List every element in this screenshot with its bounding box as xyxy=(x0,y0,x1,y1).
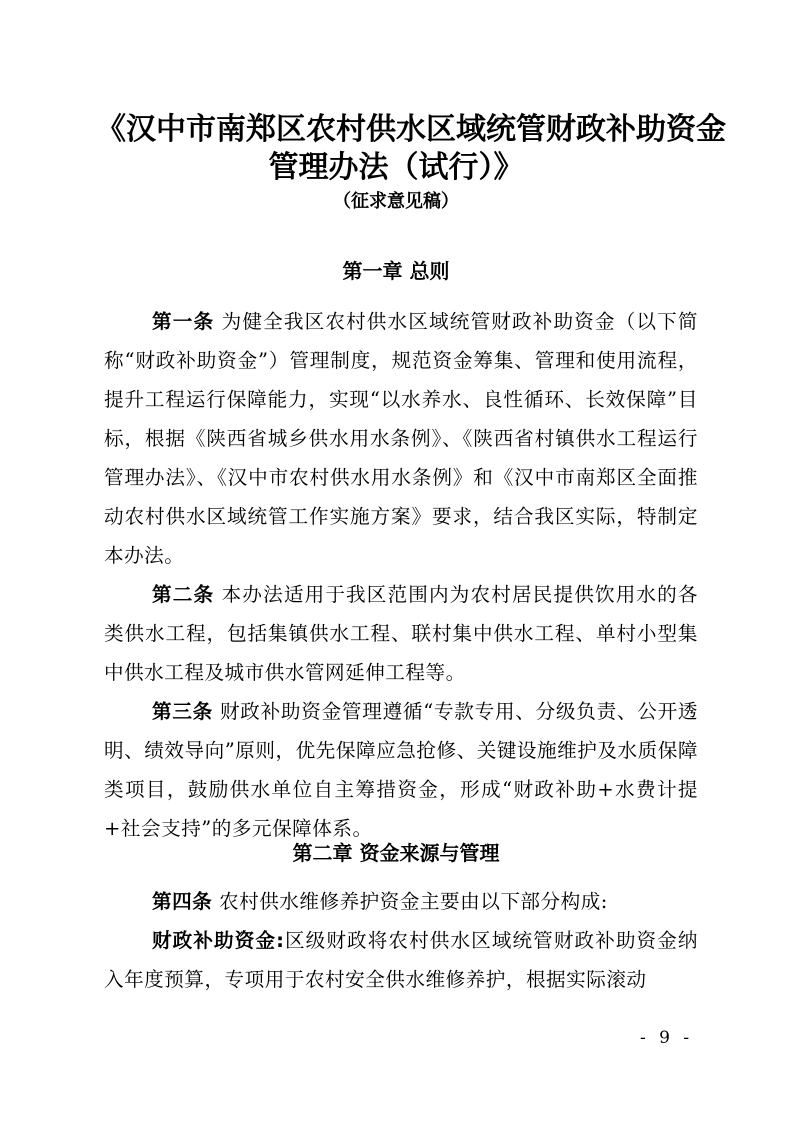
fund-text: 区级财政将农村供水区域统管财政补助资金纳入年度预算，专项用于农村安全供水维修养护，根据实际滚动 xyxy=(104,929,699,991)
chapter-2-heading: 第二章 资金来源与管理 xyxy=(292,841,500,865)
fund-paragraph xyxy=(104,921,698,999)
article-4-text: 农村供水维修养护资金主要由以下部分构成: xyxy=(212,890,608,913)
article-1-text: 为健全我区农村供水区域统管财政补助资金（以下简称“财政补助资金”）管理制度，规范资金筹集、管理和使用流程，提升工程运行保障能力，实现“以水养水、良性循环、长效保障”目标，根据《陕西省城乡供水用水条例》、《陕西省村镇供水工程运行管理办法》、《汉中市农村供水用水条例》和《汉中市南郑区全面推动农村供水区域统管工作实施方案》要求，结合我区实际，特制定本办法。 xyxy=(104,310,699,567)
article-1-label: 第一条 xyxy=(152,310,215,333)
article-3 xyxy=(104,692,698,848)
document-title-line-1: 《汉中市南郑区农村供水区域统管财政补助资金 xyxy=(96,112,726,147)
document-subtitle: （征求意见稿） xyxy=(333,191,459,212)
article-3-text: 财政补助资金管理遵循“专款专用、分级负责、公开透明、绩效导向”原则，优先保障应急抢修、关键设施维护及水质保障类项目，鼓励供水单位自主筹措资金，形成“财政补助+水费计提+社会支持”的多元保障体系。 xyxy=(104,700,698,840)
article-4 xyxy=(104,882,698,921)
article-2-label: 第二条 xyxy=(152,583,215,606)
fund-label: 财政补助资金: xyxy=(152,929,285,952)
article-2 xyxy=(104,575,698,692)
article-4-label: 第四条 xyxy=(152,890,213,913)
chapter-1-heading: 第一章 总则 xyxy=(342,259,450,283)
article-2-text: 本办法适用于我区范围内为农村居民提供饮用水的各类供水工程，包括集镇供水工程、联村集中供水工程、单村小型集中供水工程及城市供水管网延伸工程等。 xyxy=(104,583,699,684)
article-1 xyxy=(104,302,698,575)
page-number: - 9 - xyxy=(640,1028,694,1048)
article-3-label: 第三条 xyxy=(152,700,213,723)
document-title-line-2: 管理办法（试行）》 xyxy=(268,150,524,185)
